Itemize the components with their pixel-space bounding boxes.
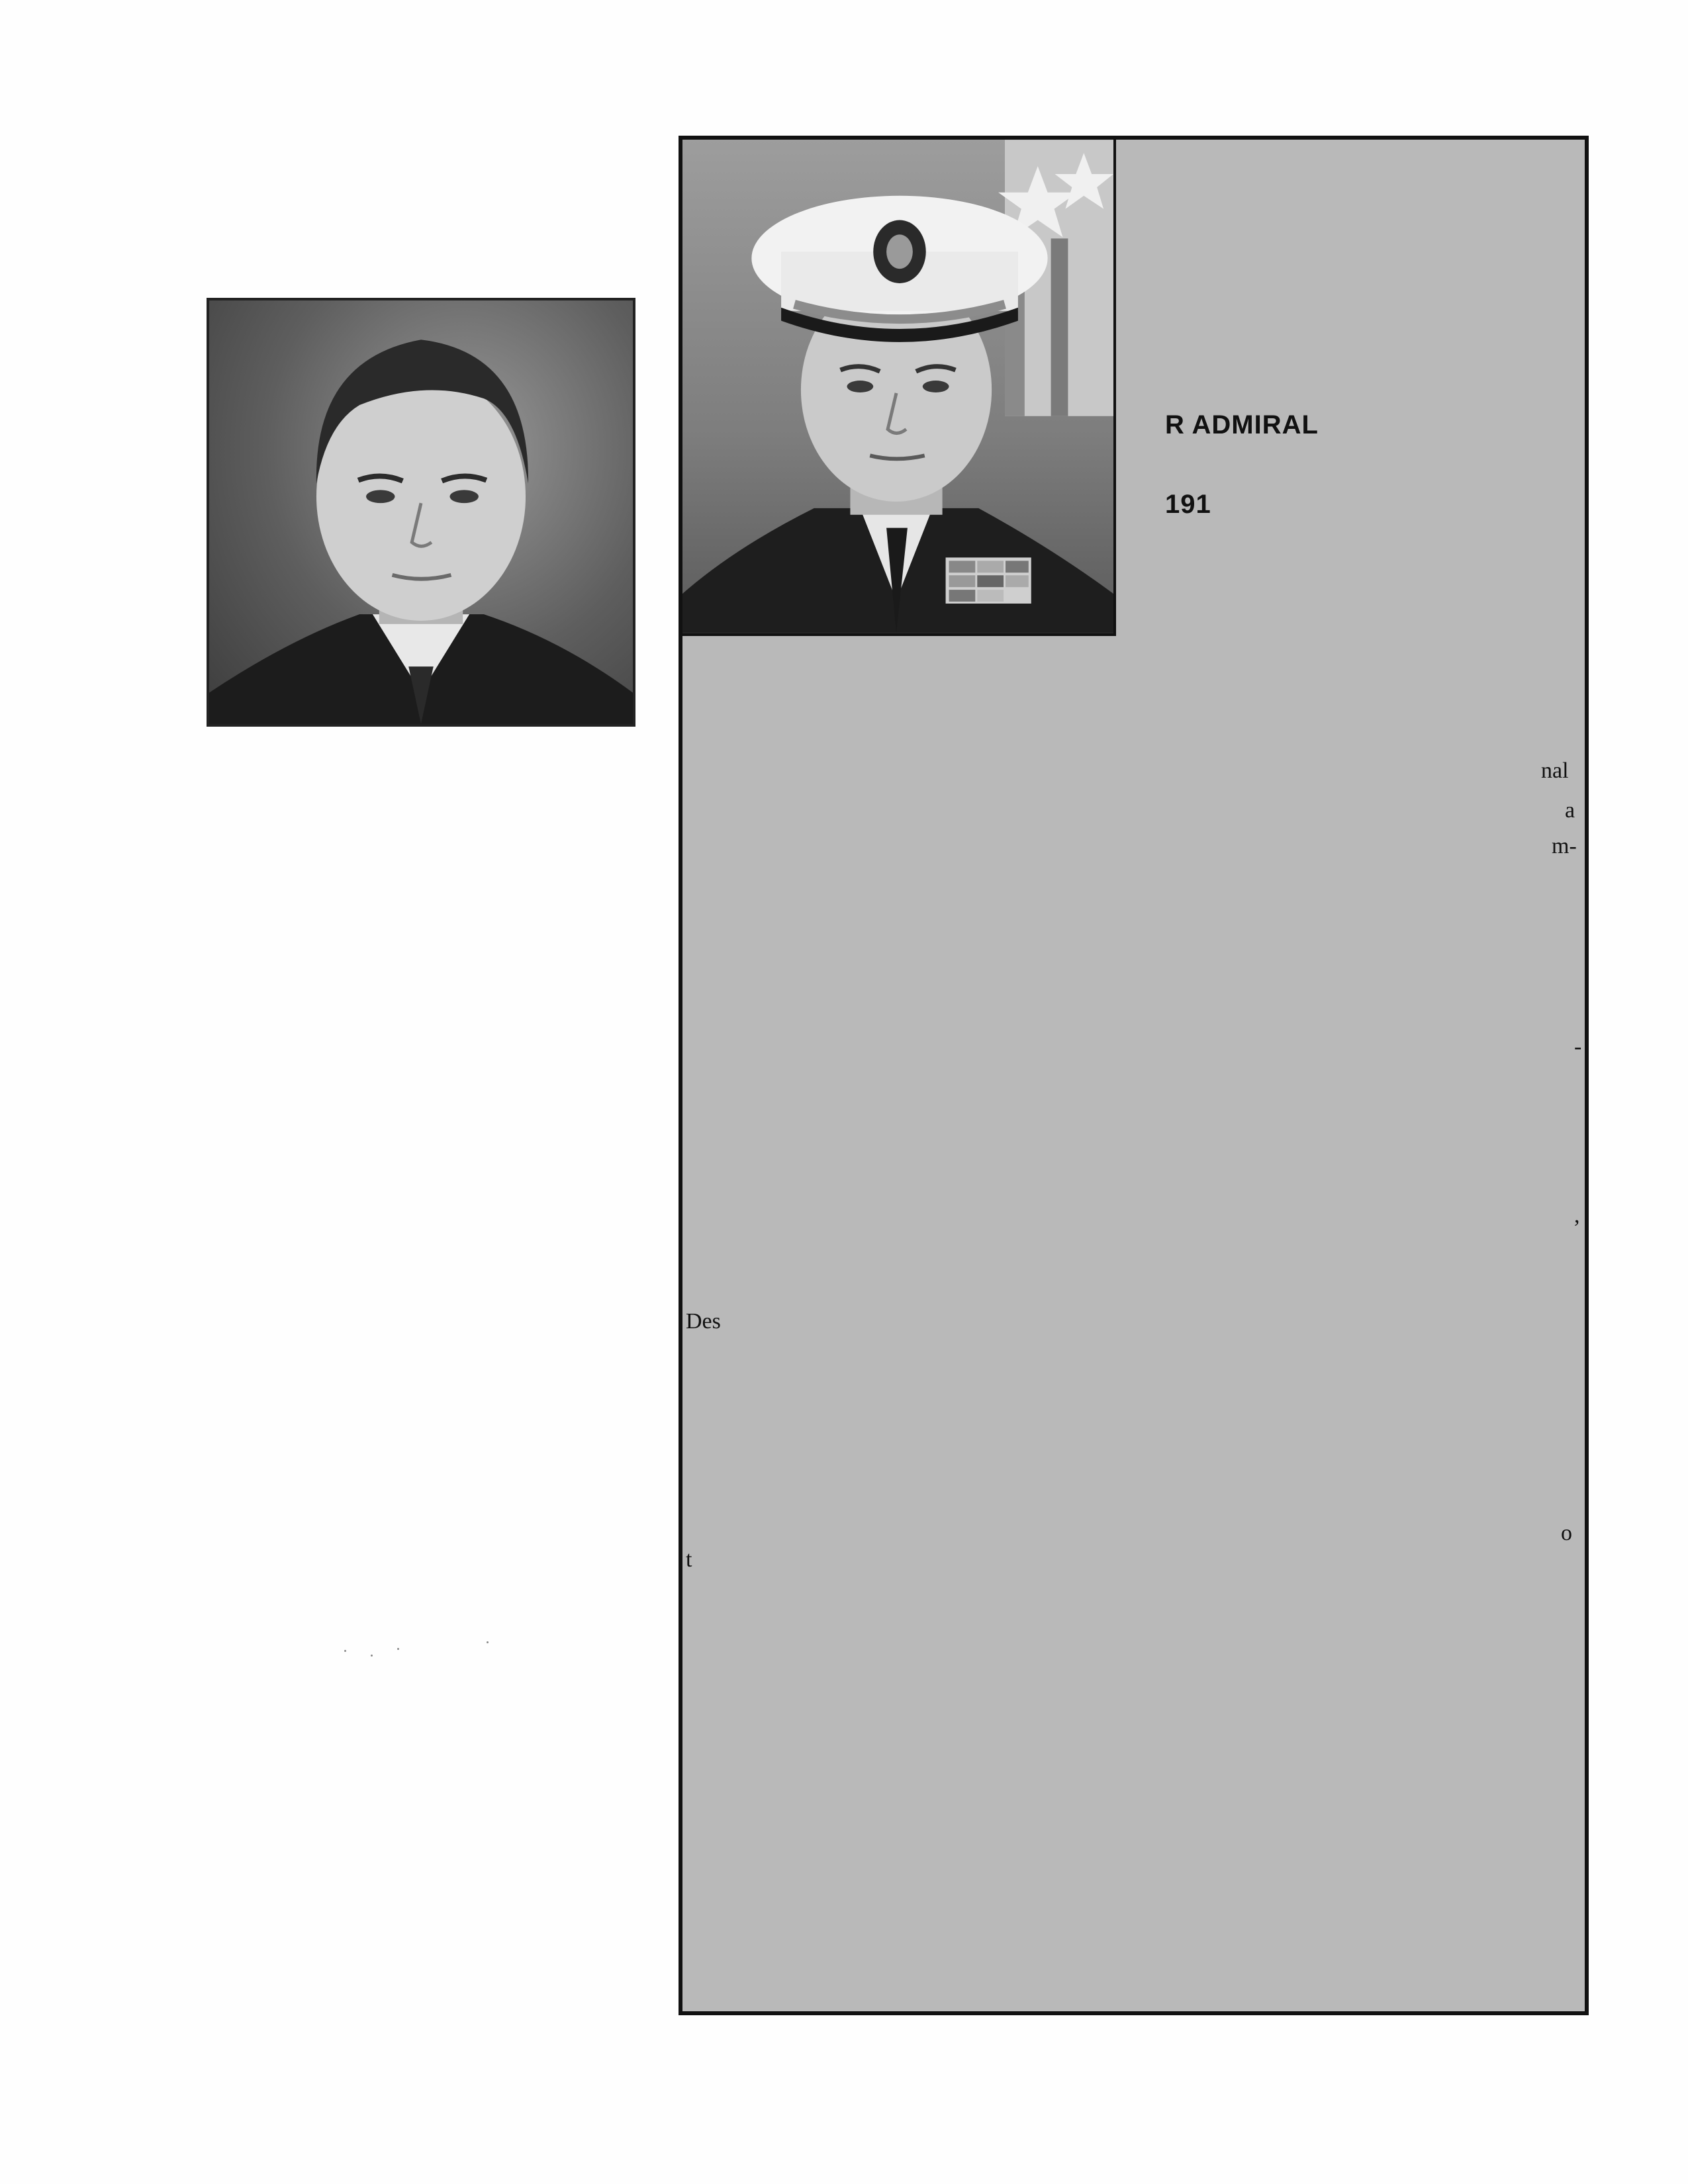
title-block xyxy=(1165,405,1319,524)
margin-fragment: , xyxy=(1574,1203,1580,1228)
right-portrait-photo xyxy=(682,140,1116,636)
margin-fragment: a xyxy=(1565,798,1575,823)
scan-speck xyxy=(397,1648,399,1650)
rank-title: R ADMIRAL xyxy=(1165,410,1319,439)
years-text: 191 xyxy=(1165,490,1211,519)
naval-officer-portrait-icon xyxy=(682,140,1113,633)
civilian-man-portrait-icon xyxy=(209,300,633,724)
scan-speck xyxy=(344,1650,346,1652)
margin-fragment: o xyxy=(1561,1521,1572,1545)
margin-fragment: nal xyxy=(1541,758,1569,783)
scan-speck xyxy=(371,1655,373,1657)
margin-fragment: t xyxy=(686,1547,692,1572)
margin-fragment: Des xyxy=(686,1309,721,1334)
margin-fragment: - xyxy=(1574,1034,1582,1059)
margin-fragment: m- xyxy=(1552,834,1577,858)
left-portrait-photo xyxy=(207,298,635,727)
scan-speck xyxy=(487,1641,489,1643)
